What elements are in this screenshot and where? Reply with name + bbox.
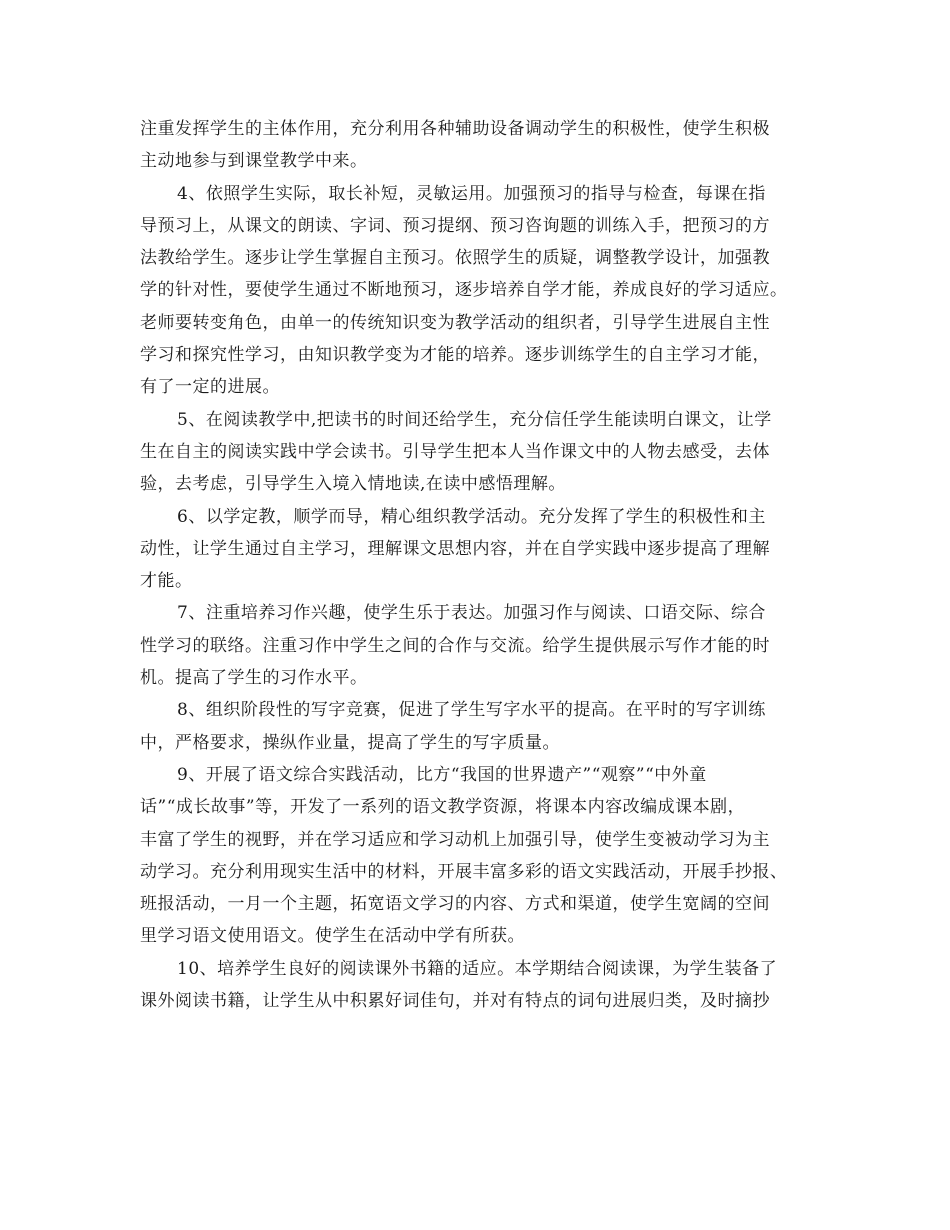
paragraph-6-start: 6、以学定教，顺学而导，精心组织教学活动。充分发挥了学生的积极性和主 <box>177 506 766 527</box>
document-body <box>140 113 820 1017</box>
text-line: 注重发挥学生的主体作用，充分利用各种辅助设备调动学生的积极性，使学生积极 <box>140 119 770 139</box>
text-line: 动学习。充分利用现实生活中的材料，开展丰富多彩的语文实践活动，开展手抄报、 <box>140 861 788 882</box>
text-line: 验，去考虑，引导学生入境入情地读,在读中感悟理解。 <box>140 474 566 495</box>
paragraph-9-start: 9、开展了语文综合实践活动，比方“我国的世界遗产”“观察”“中外童 <box>177 764 707 785</box>
paragraph-10-start: 10、培养学生良好的阅读课外书籍的适应。本学期结合阅读课，为学生装备了 <box>177 958 778 979</box>
text-line: 导预习上，从课文的朗读、字词、预习提纲、预习咨询题的训练入手，把预习的方 <box>140 215 770 236</box>
text-line: 法教给学生。逐步让学生掌握自主预习。依照学生的质疑，调整教学设计，加强教 <box>140 248 770 269</box>
text-line: 学的针对性，要使学生通过不断地预习，逐步培养自学才能，养成良好的学习适应。 <box>140 280 788 301</box>
text-line: 主动地参与到课堂教学中来。 <box>140 151 368 172</box>
text-line: 课外阅读书籍，让学生从中积累好词佳句，并对有特点的词句进展归类，及时摘抄 <box>140 991 770 1012</box>
paragraph-5-start: 5、在阅读教学中,把读书的时间还给学生，充分信任学生能读明白课文，让学 <box>177 409 772 430</box>
text-line: 老师要转变角色，由单一的传统知识变为教学活动的组织者，引导学生进展自主性 <box>140 312 770 333</box>
text-line: 中，严格要求，操纵作业量，提高了学生的写字质量。 <box>140 732 560 753</box>
text-line: 里学习语文使用语文。使学生在活动中学有所获。 <box>140 926 525 947</box>
text-line: 班报活动，一月一个主题，拓宽语文学习的内容、方式和渠道，使学生宽阔的空间 <box>140 894 770 915</box>
text-line: 性学习的联络。注重习作中学生之间的合作与交流。给学生提供展示写作才能的时 <box>140 635 770 656</box>
text-line: 才能。 <box>140 571 193 592</box>
paragraph-4-start: 4、依照学生实际，取长补短，灵敏运用。加强预习的指导与检查，每课在指 <box>177 183 766 204</box>
text-line: 话”“成长故事”等，开发了一系列的语文教学资源，将课本内容改编成课本剧， <box>140 797 746 818</box>
paragraph-8-start: 8、组织阶段性的写字竞赛，促进了学生写字水平的提高。在平时的写字训练 <box>177 700 766 721</box>
text-line: 动性，让学生通过自主学习，理解课文思想内容，并在自学实践中逐步提高了理解 <box>140 538 770 559</box>
text-line: 有了一定的进展。 <box>140 377 280 398</box>
text-line: 生在自主的阅读实践中学会读书。引导学生把本人当作课文中的人物去感受，去体 <box>140 441 770 462</box>
text-line: 机。提高了学生的习作水平。 <box>140 668 368 689</box>
text-line: 学习和探究性学习，由知识教学变为才能的培养。逐步训练学生的自主学习才能， <box>140 345 770 366</box>
paragraph-7-start: 7、注重培养习作兴趣，使学生乐于表达。加强习作与阅读、口语交际、综合 <box>177 603 766 624</box>
text-line: 丰富了学生的视野，并在学习适应和学习动机上加强引导，使学生变被动学习为主 <box>140 829 770 850</box>
